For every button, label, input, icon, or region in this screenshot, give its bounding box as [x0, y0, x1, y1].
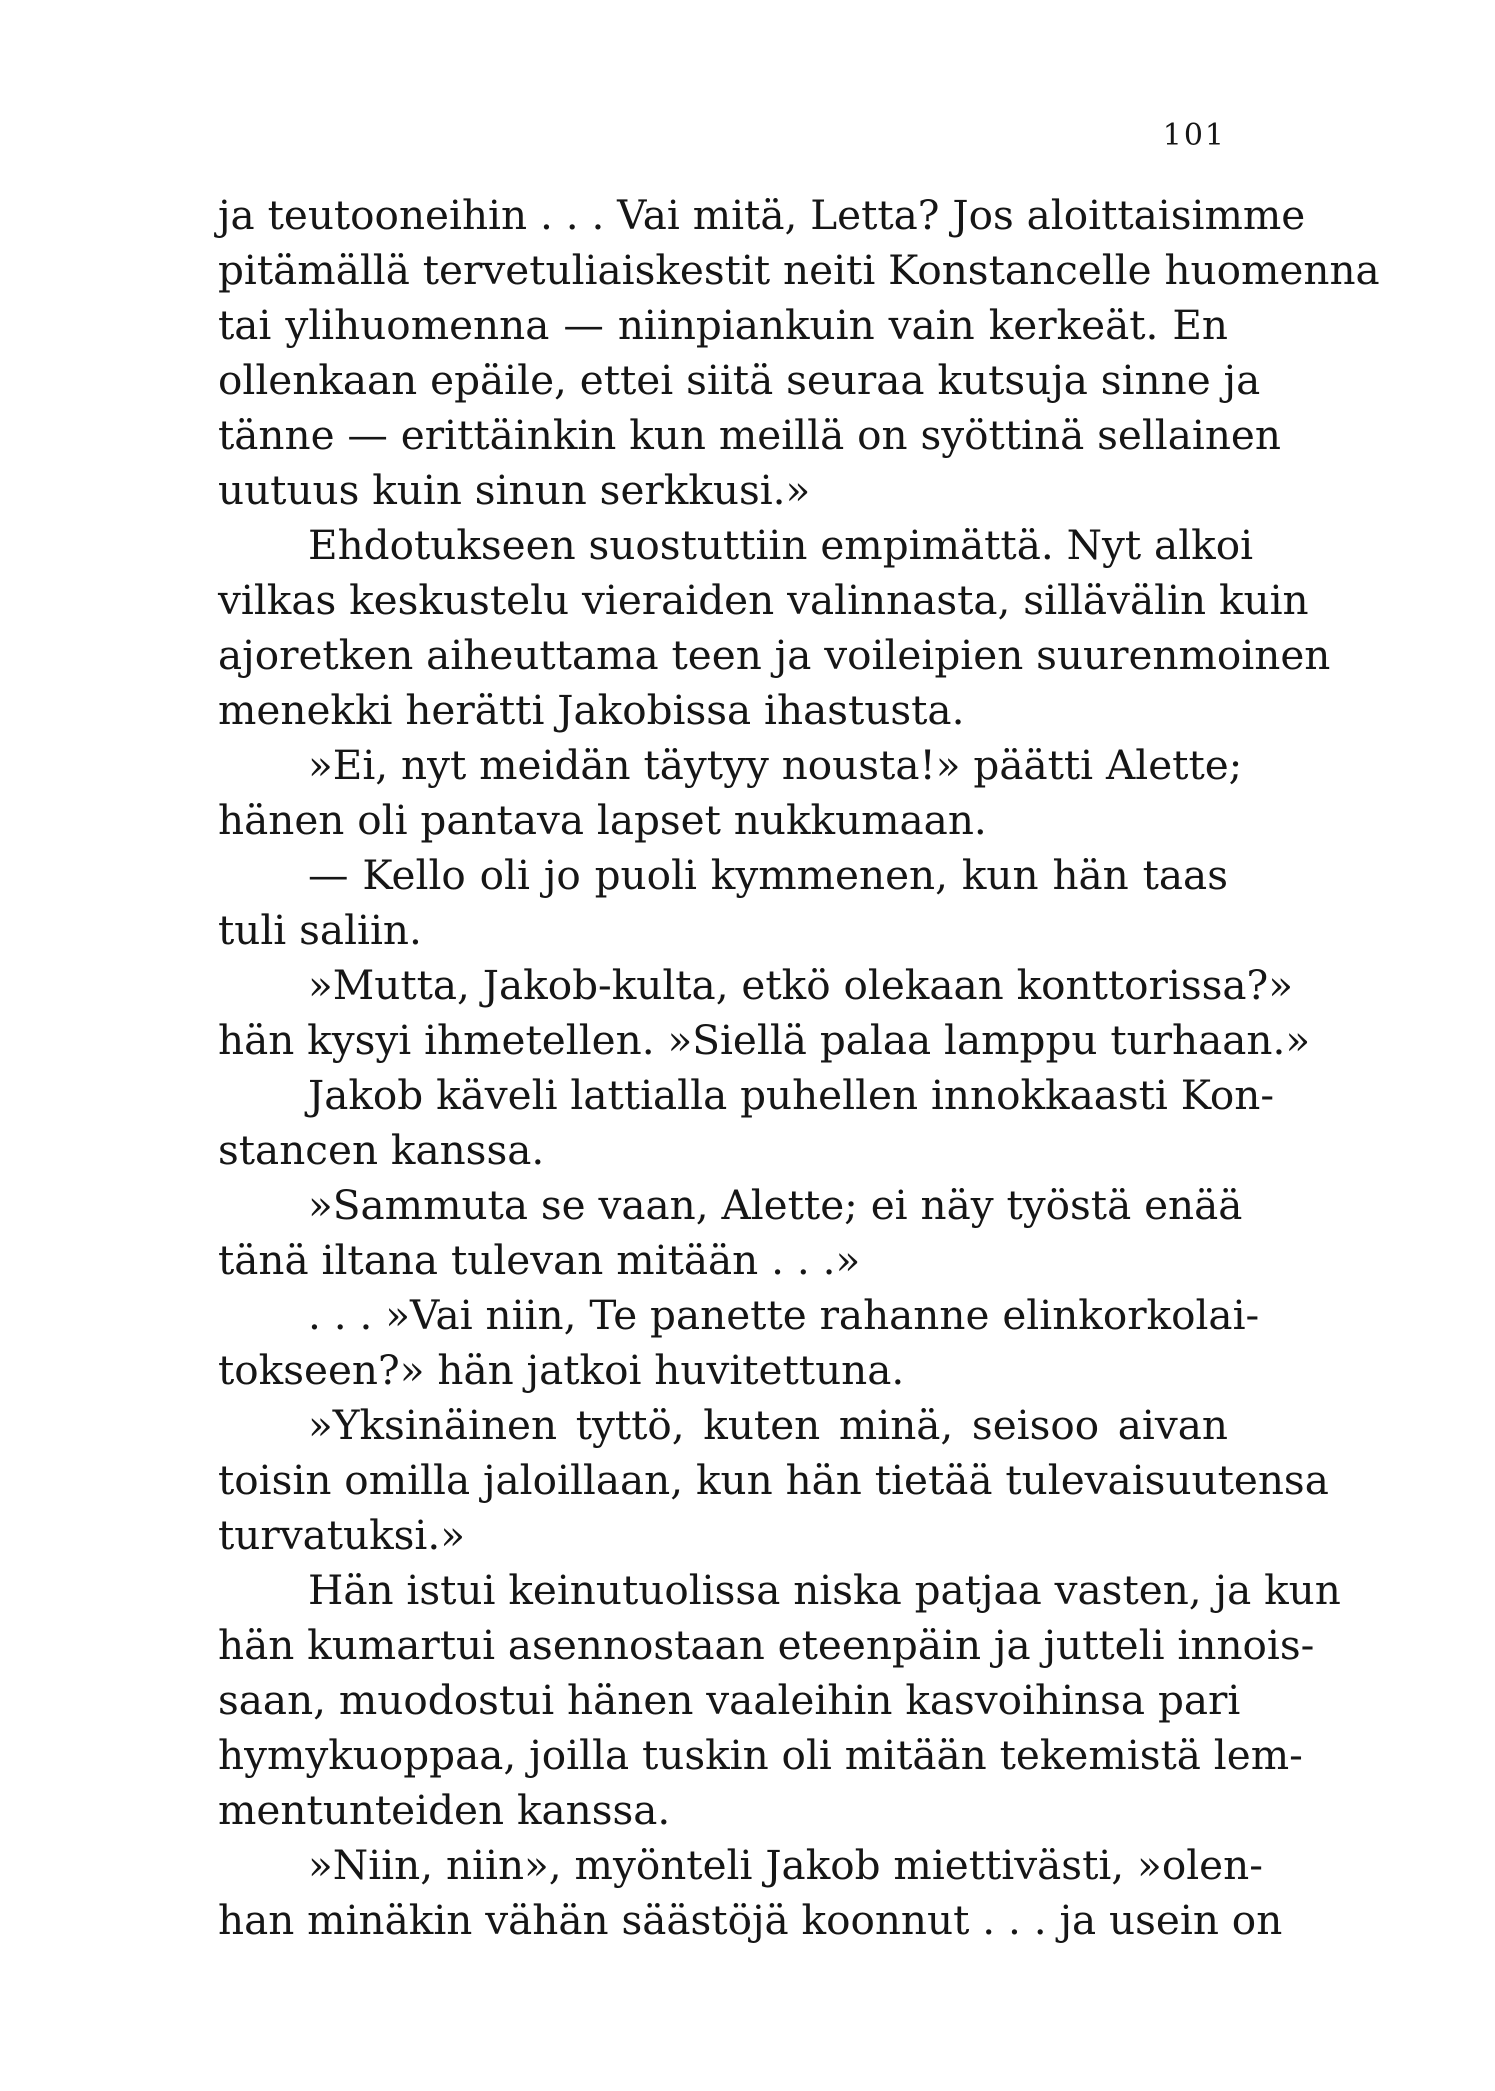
text-line: tai ylihuomenna — niinpiankuin vain kerkeät. En — [218, 301, 1228, 349]
text-line: mentunteiden kanssa. — [218, 1786, 671, 1834]
page-number: 101 — [1162, 118, 1226, 153]
text-line: hänen oli pantava lapset nukkumaan. — [218, 796, 987, 844]
text-line: toisin omilla jaloillaan, kun hän tietää tulevaisuutensa — [218, 1456, 1329, 1504]
text-line: pitämällä tervetuliaiskestit neiti Konstancelle huomenna — [218, 246, 1380, 294]
text-line: turvatuksi.» — [218, 1511, 466, 1559]
text-line: uutuus kuin sinun serkkusi.» — [218, 466, 811, 514]
text-line: saan, muodostui hänen vaaleihin kasvoihinsa pari — [218, 1676, 1241, 1724]
text-line: tänä iltana tulevan mitään . . .» — [218, 1236, 861, 1284]
text-line: ollenkaan epäile, ettei siitä seuraa kutsuja sinne ja — [218, 356, 1261, 404]
text-line: hymykuoppaa, joilla tuskin oli mitään tekemistä lem- — [218, 1731, 1303, 1779]
text-line: »Ei, nyt meidän täytyy nousta!» päätti Alette; — [308, 741, 1243, 789]
text-line: hän kumartui asennostaan eteenpäin ja jutteli innois- — [218, 1621, 1315, 1669]
text-line: han minäkin vähän säästöjä koonnut . . . ja usein on — [218, 1896, 1283, 1944]
text-line: »Yksinäinen tyttö, kuten minä, seisoo aivan — [308, 1401, 1228, 1449]
text-line: Hän istui keinutuolissa niska patjaa vasten, ja kun — [308, 1566, 1341, 1614]
text-line: »Sammuta se vaan, Alette; ei näy työstä enää — [308, 1181, 1243, 1229]
text-line: Jakob käveli lattialla puhellen innokkaasti Kon- — [308, 1071, 1275, 1119]
text-line: tuli saliin. — [218, 906, 422, 954]
text-line: Ehdotukseen suostuttiin empimättä. Nyt alkoi — [308, 521, 1254, 569]
text-line: — Kello oli jo puoli kymmenen, kun hän taas — [308, 851, 1228, 899]
text-line: ajoretken aiheuttama teen ja voileipien suurenmoinen — [218, 631, 1331, 679]
body-text — [218, 188, 1380, 1948]
text-line: tokseen?» hän jatkoi huvitettuna. — [218, 1346, 905, 1394]
text-line: tänne — erittäinkin kun meillä on syöttinä sellainen — [218, 411, 1281, 459]
text-line: »Mutta, Jakob-kulta, etkö olekaan konttorissa?» — [308, 961, 1294, 1009]
text-line: ja teutooneihin . . . Vai mitä, Letta? Jos aloittaisimme — [218, 191, 1306, 239]
text-line: . . . »Vai niin, Te panette rahanne elinkorkolai- — [308, 1291, 1260, 1339]
text-line: vilkas keskustelu vieraiden valinnasta, sillävälin kuin — [218, 576, 1309, 624]
text-line: »Niin, niin», myönteli Jakob miettivästi, »olen- — [308, 1841, 1263, 1889]
text-line: hän kysyi ihmetellen. »Siellä palaa lamppu turhaan.» — [218, 1016, 1311, 1064]
text-line: menekki herätti Jakobissa ihastusta. — [218, 686, 965, 734]
text-line: stancen kanssa. — [218, 1126, 545, 1174]
